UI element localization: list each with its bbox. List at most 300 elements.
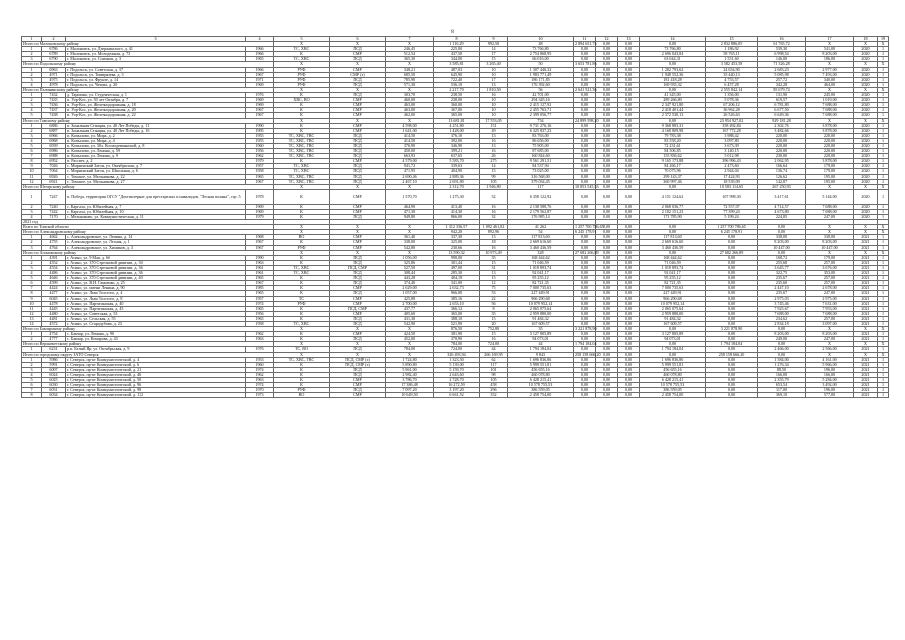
table-cell: К (274, 316, 330, 321)
table-cell: 0,00 (574, 281, 596, 286)
table-cell: 1 (878, 245, 889, 250)
address-cell: г. Асино, ул. Советская, д. 53 (66, 311, 246, 316)
table-cell: 6939 (42, 143, 66, 148)
table-cell: 1967 (246, 72, 274, 77)
table-cell: 2 834,18 (758, 321, 806, 326)
table-cell: ПСД (330, 149, 386, 154)
address-cell: г. Подольск, ул. Тимирязева, д. 3 (66, 72, 246, 77)
table-cell: 437,77 (386, 306, 434, 311)
table-cell: 0,00 (618, 362, 640, 367)
table-cell: 1 (878, 82, 889, 87)
table-cell: 0,00 (706, 245, 758, 250)
table-cell: X (386, 352, 434, 357)
table-cell: 10 079 952,14 (640, 301, 706, 306)
table-cell: X (806, 42, 854, 47)
table-cell: 220,00 (758, 133, 806, 138)
table-cell: 2 179 562,87 (508, 209, 574, 214)
table-cell: 249,00 (758, 337, 806, 342)
table-cell: 1961 (246, 265, 274, 270)
table-cell: 0,00 (596, 271, 618, 276)
table-cell: 1 (22, 123, 42, 128)
table-cell: 3 127 805,89 (508, 332, 574, 337)
table-cell: 0,00 (596, 347, 618, 352)
table-cell: 0,00 (618, 118, 640, 123)
table-cell: 0,00 (618, 128, 640, 133)
table-cell: 2 466,00 (758, 347, 806, 352)
table-cell: 2020 (854, 215, 878, 220)
table-cell: 1 018 893,74 (508, 265, 574, 270)
table-cell: 2021 (854, 271, 878, 276)
table-cell: 0,00 (574, 296, 596, 301)
table-cell: 10 (480, 98, 508, 103)
table-cell: 14 (22, 321, 42, 326)
table-cell: 0,00 (574, 383, 596, 388)
table-cell: 542,80 (386, 245, 434, 250)
table-cell: ТС (274, 296, 330, 301)
table-cell: 6 428 215,41 (640, 378, 706, 383)
table-cell: 6031 (42, 388, 66, 393)
table-cell: 6 (22, 149, 42, 154)
table-cell: 1 (878, 255, 889, 260)
table-cell: 0,00 (618, 67, 640, 72)
table-cell: 4755 (42, 240, 66, 245)
table-cell: 752,80 (480, 327, 508, 332)
table-cell: 107 998,30 (706, 189, 758, 204)
table-cell: 0,00 (574, 143, 596, 148)
table-cell: 0,00 (596, 149, 618, 154)
table-cell: 0,00 (596, 301, 618, 306)
group-title: Всего по Томской области (22, 225, 274, 230)
table-cell: 5 (22, 276, 42, 281)
table-cell: 94 073,01 (640, 337, 706, 342)
table-cell: 460 078,80 (640, 372, 706, 377)
table-cell: 0,00 (596, 169, 618, 174)
table-cell: 2 (22, 337, 42, 342)
table-cell: 7 953,00 (806, 306, 854, 311)
table-cell: К (274, 93, 330, 98)
table-cell: 17 424,93 (706, 174, 758, 179)
table-cell: X (274, 62, 330, 67)
table-cell: 1 (878, 113, 889, 118)
table-cell: 73 766,80 (508, 47, 574, 52)
table-cell: 1 551,60 (706, 57, 758, 62)
table-cell: 2020 (854, 159, 878, 164)
table-cell: 0,00 (618, 52, 640, 57)
table-cell: 0,00 (618, 332, 640, 337)
table-cell: 7 688,00 (806, 204, 854, 209)
table-cell: 75 (480, 286, 508, 291)
table-cell: 3 585,81 (434, 62, 480, 67)
table-cell: 4554 (42, 265, 66, 270)
table-cell: 1 (878, 372, 889, 377)
table-cell: 2020 (854, 164, 878, 169)
table-cell: 257,00 (806, 316, 854, 321)
group-title: Итого по Бакчарскому району (22, 327, 274, 332)
table-cell: 6034 (42, 393, 66, 398)
table-cell: 44 (508, 342, 574, 347)
table-cell: К (274, 204, 330, 209)
table-cell: 4 251,80 (434, 123, 480, 128)
table-cell: 0,00 (574, 357, 596, 362)
table-cell: 220,00 (806, 149, 854, 154)
table-cell: 1 (878, 393, 889, 398)
table-cell: ПСД, СМР (330, 265, 386, 270)
table-cell: 0,00 (596, 143, 618, 148)
table-cell: 0,00 (618, 87, 640, 92)
table-cell: 338,00 (758, 235, 806, 240)
table-cell: 0,00 (618, 260, 640, 265)
table-cell: 0,00 (640, 184, 706, 189)
table-cell: 399,21 (434, 149, 480, 154)
table-cell: 1 696 836,86 (508, 357, 574, 362)
table-cell: 13 (22, 316, 42, 321)
group-title: Итого по Асиновскому району (22, 250, 274, 255)
table-cell: 3 417,61 (758, 189, 806, 204)
table-cell: 5 085,98 (758, 72, 806, 77)
table-cell: СМР (330, 311, 386, 316)
table-cell: 6 245 178,91 (706, 230, 758, 235)
table-cell: 369,10 (758, 393, 806, 398)
table-cell: 2 566,00 (806, 347, 854, 352)
table-cell: 1974 (246, 301, 274, 306)
table-cell: 0,00 (618, 383, 640, 388)
table-cell: 1 (878, 149, 889, 154)
table-cell: 2021 (854, 388, 878, 393)
table-cell: 1 946,80 (480, 184, 508, 189)
table-cell: 379 034,45 (508, 179, 574, 184)
table-cell: 4975 (42, 77, 66, 82)
table-cell: 3 127 805,89 (640, 332, 706, 337)
column-number: 17 (806, 37, 854, 42)
table-cell: ПСД (330, 372, 386, 377)
table-cell: 1 (878, 235, 889, 240)
table-cell: ВО (274, 393, 330, 398)
table-cell: 54 (508, 230, 574, 235)
address-cell: п. Уор-Кос, ул. 50 лет Октября, д. 7 (66, 98, 246, 103)
column-number: 12 (596, 37, 618, 42)
table-cell: 0,00 (640, 352, 706, 357)
table-cell: 2 683,23 (758, 67, 806, 72)
table-cell: 2020 (854, 93, 878, 98)
table-cell: 3 (22, 265, 42, 270)
table-cell: СМР (330, 296, 386, 301)
address-cell: г. Подольск, ул. Фрунзе, д. 14 (66, 77, 246, 82)
table-cell: 437,50 (434, 52, 480, 57)
table-cell: 1 (878, 332, 889, 337)
table-cell: 0,00 (596, 362, 618, 367)
table-cell: 238,00 (434, 98, 480, 103)
table-cell: X (854, 87, 878, 92)
table-cell: 35 440,13 (706, 72, 758, 77)
address-cell: г. Малоновск, ул. Дзержинского, д. 41 (66, 47, 246, 52)
table-cell: 3 (22, 103, 42, 108)
address-cell: с. Томское, ул. Мельникова, д. 22 (66, 174, 246, 179)
table-cell: 1978 (246, 189, 274, 204)
table-cell: 1985 (246, 286, 274, 291)
column-number: 1 (22, 37, 42, 42)
table-cell: 0,00 (618, 230, 640, 235)
table-cell: 1 116,29 (434, 42, 480, 47)
table-cell: 1 057,00 (386, 291, 434, 296)
table-cell: 1 (878, 174, 889, 179)
table-cell: 72 231,61 (640, 143, 706, 148)
table-cell: 105 (480, 179, 508, 184)
table-cell: 166,00 (758, 372, 806, 377)
table-row (22, 189, 889, 204)
table-cell: 663,93 (386, 154, 434, 159)
address-cell: г. Подольск, ул. Советская, д. 37 (66, 67, 246, 72)
table-cell: 117 813,60 (508, 235, 574, 240)
table-cell: 386 559,05 (640, 388, 706, 393)
table-cell: 1 275,30 (434, 189, 480, 204)
address-cell: п. Уор-Кос, ул. Железнодорожная, д. 20 (66, 108, 246, 113)
table-cell: 4777 (42, 337, 66, 342)
table-cell: 7 631,00 (806, 301, 854, 306)
table-cell: 1967 (246, 245, 274, 250)
table-cell: X (854, 342, 878, 347)
table-cell: 998,00 (434, 255, 480, 260)
table-cell: ПСД (330, 143, 386, 148)
table-cell: 0,00 (618, 77, 640, 82)
table-cell: 16 (480, 204, 508, 209)
column-number: 8 (434, 37, 480, 42)
table-cell: 6921 (42, 179, 66, 184)
table-cell: 1956 (246, 311, 274, 316)
table-cell: 67 206,12 (706, 103, 758, 108)
table-cell: 0,00 (706, 265, 758, 270)
table-cell: 0,00 (596, 255, 618, 260)
table-cell: 91 484,32 (640, 316, 706, 321)
table-cell: СМР (330, 108, 386, 113)
address-cell: г. Северск, пр-кт Коммунистический, д. 112 (66, 393, 246, 398)
table-cell: 245,00 (806, 93, 854, 98)
table-cell: 0,00 (574, 286, 596, 291)
table-cell: ВО (274, 235, 330, 240)
table-cell: 23 954 927,02 (706, 118, 758, 123)
table-cell: 7 688,00 (806, 209, 854, 214)
table-cell: 0,00 (596, 215, 618, 220)
table-cell: 7 (22, 388, 42, 393)
table-cell: 220,00 (758, 138, 806, 143)
table-cell: 0,00 (706, 296, 758, 301)
table-cell: К (274, 372, 330, 377)
table-cell: 0,00 (596, 62, 618, 67)
table-cell: X (330, 184, 386, 189)
address-cell: г. Северск, пр-кт Коммунистический, д. 6 (66, 362, 246, 367)
table-cell: 5 966,00 (806, 362, 854, 367)
table-cell: 339,63 (434, 164, 480, 169)
table-cell: 2 690,46 (386, 174, 434, 179)
table-cell: 294 345,16 (508, 98, 574, 103)
table-cell: 4572 (42, 321, 66, 326)
table-cell: 101 (480, 367, 508, 372)
table-cell: 10 (480, 108, 508, 113)
table-cell: 4445 (42, 306, 66, 311)
table-cell: 220,00 (806, 133, 854, 138)
table-cell: 2 458 754,00 (640, 393, 706, 398)
column-number: 16 (758, 37, 806, 42)
table-cell: ПСД (330, 388, 386, 393)
table-cell: 7 097,20 (386, 388, 434, 393)
table-cell: 4764 (42, 245, 66, 250)
table-cell: 2 728,70 (434, 378, 480, 383)
table-cell: 235,60 (758, 281, 806, 286)
table-cell: 338,00 (806, 235, 854, 240)
table-cell: 220,00 (758, 149, 806, 154)
table-cell: 7247 (42, 189, 66, 204)
column-number: 5 (274, 37, 330, 42)
table-cell: 16 (480, 245, 508, 250)
table-cell: 0,00 (618, 372, 640, 377)
table-cell: 0,00 (574, 164, 596, 169)
table-cell: 71 046,59 (508, 260, 574, 265)
table-cell: 0,00 (574, 378, 596, 383)
address-cell: с. Мельниково, ул. Коммунистическая, д. 11 (66, 215, 246, 220)
table-cell: 73 025,00 (508, 169, 574, 174)
table-cell: 0,00 (596, 291, 618, 296)
table-cell: 0,00 (618, 357, 640, 362)
table-cell: 0,00 (706, 311, 758, 316)
table-cell: 61 765,72 (758, 42, 806, 47)
table-cell: 1979 (246, 215, 274, 220)
table-cell: К (274, 332, 330, 337)
table-cell: 10 578 755,53 (640, 383, 706, 388)
table-cell: 0,00 (596, 118, 618, 123)
table-cell: 2020 (854, 77, 878, 82)
table-cell: 2 458 754,00 (508, 393, 574, 398)
table-cell: 0,00 (574, 113, 596, 118)
table-cell: 1 (878, 72, 889, 77)
table-cell: 353,00 (806, 271, 854, 276)
table-cell: 2 302,76 (758, 123, 806, 128)
table-cell: 0,00 (596, 260, 618, 265)
table-cell: 168,72 (758, 255, 806, 260)
table-cell: ХВС, ВО (274, 98, 330, 103)
table-cell: 2021 (854, 311, 878, 316)
table-cell: 1 276,34 (758, 362, 806, 367)
table-cell: 7438 (42, 113, 66, 118)
table-cell: 31 (480, 265, 508, 270)
address-cell: г. Северск, пр-кт Коммунистический, д. 96 (66, 383, 246, 388)
table-cell: 0,00 (706, 337, 758, 342)
table-cell: К (274, 128, 330, 133)
table-cell: ПСД (330, 179, 386, 184)
table-cell: 1960 (246, 362, 274, 367)
table-cell: 9 561 291,51 (508, 159, 574, 164)
table-cell: 5 159,70 (434, 367, 480, 372)
table-cell: 56 (508, 87, 574, 92)
table-cell: СМР (330, 378, 386, 383)
table-cell: 7170 (42, 215, 66, 220)
table-cell: 0,00 (618, 133, 640, 138)
table-cell: 1 (878, 93, 889, 98)
table-cell: 2021 (854, 296, 878, 301)
table-cell: 0,00 (596, 225, 618, 230)
table-cell: 2 399 056,77 (508, 113, 574, 118)
table-cell: 0,00 (618, 286, 640, 291)
table-cell: 4 (22, 138, 42, 143)
table-cell: 2 632,73 (434, 286, 480, 291)
table-cell: 0,00 (574, 311, 596, 316)
table-cell: 2 418 401,44 (640, 108, 706, 113)
table-cell: X (806, 250, 854, 255)
table-cell: РУФ (274, 77, 330, 82)
table-cell: 17 553,05 (480, 118, 508, 123)
table-cell: 2 975,03 (758, 296, 806, 301)
table-cell: 458 (480, 383, 508, 388)
table-cell: ТС, ХВС, ГВС (274, 138, 330, 143)
table-cell: 1 (22, 67, 42, 72)
table-cell: 0,00 (596, 276, 618, 281)
table-body (22, 37, 889, 398)
table-cell: 1 (878, 179, 889, 184)
table-cell: ПСД (330, 337, 386, 342)
table-cell: 1 (878, 271, 889, 276)
table-cell: 62 (480, 357, 508, 362)
table-cell: ПСД (330, 93, 386, 98)
group-title: Итого по городскому округу ЗАТО Северск (22, 352, 274, 357)
table-cell: 8 203,00 (806, 332, 854, 337)
table-cell: 0,00 (596, 306, 618, 311)
table-cell: 1969 (246, 204, 274, 209)
table-cell: 6887 (42, 128, 66, 133)
table-cell: 0,00 (706, 316, 758, 321)
table-cell: 405,60 (386, 311, 434, 316)
table-cell: 0,00 (574, 128, 596, 133)
table-cell: 2021 (854, 367, 878, 372)
table-cell: 784,00 (434, 342, 480, 347)
address-cell: г. Асино, ул. 370 Стрелковой дивизии, д. 36 (66, 265, 246, 270)
table-cell: 160 844,60 (508, 154, 574, 159)
table-cell: 3 (22, 77, 42, 82)
table-cell: 2 (22, 362, 42, 367)
table-cell: 0,00 (618, 245, 640, 250)
table-cell: 1 (22, 93, 42, 98)
table-cell: 0,00 (706, 321, 758, 326)
table-cell: 2 (22, 98, 42, 103)
table-cell: 0,00 (596, 230, 618, 235)
table-cell: СМР (330, 235, 386, 240)
table-cell: СМР (330, 123, 386, 128)
table-cell: 5 144,00 (806, 189, 854, 204)
table-cell: X (878, 62, 889, 67)
table-cell: 56 (480, 301, 508, 306)
column-number: 15 (706, 37, 758, 42)
table-cell: 117 (508, 184, 574, 189)
address-cell: с. Мирненский Затон, ул. Школьная, д. 6 (66, 169, 246, 174)
table-cell: 2 691,80 (434, 179, 480, 184)
address-cell: с. Александровское, ул. Химиков, д. 3 (66, 245, 246, 250)
table-cell: X (386, 87, 434, 92)
table-cell: 12 (480, 281, 508, 286)
table-cell: 1 696 836,86 (640, 357, 706, 362)
table-cell: 2 641 521,56 (575, 86, 597, 92)
table-cell: 0,00 (596, 72, 618, 77)
table-cell: 392,00 (434, 138, 480, 143)
table-cell: К (274, 103, 330, 108)
table-cell: 0,00 (574, 332, 596, 337)
table-cell: 1957 (246, 296, 274, 301)
table-cell: 12 (22, 179, 42, 184)
table-cell: 942,20 (434, 230, 480, 235)
table-cell: 136,74 (758, 169, 806, 174)
table-cell: 2 (22, 52, 42, 57)
table-cell: 5986 (42, 357, 66, 362)
table-cell: 1 (878, 77, 889, 82)
table-cell: 0,00 (574, 174, 596, 179)
table-cell: 866,00 (434, 215, 480, 220)
table-cell: 4646 (42, 276, 66, 281)
